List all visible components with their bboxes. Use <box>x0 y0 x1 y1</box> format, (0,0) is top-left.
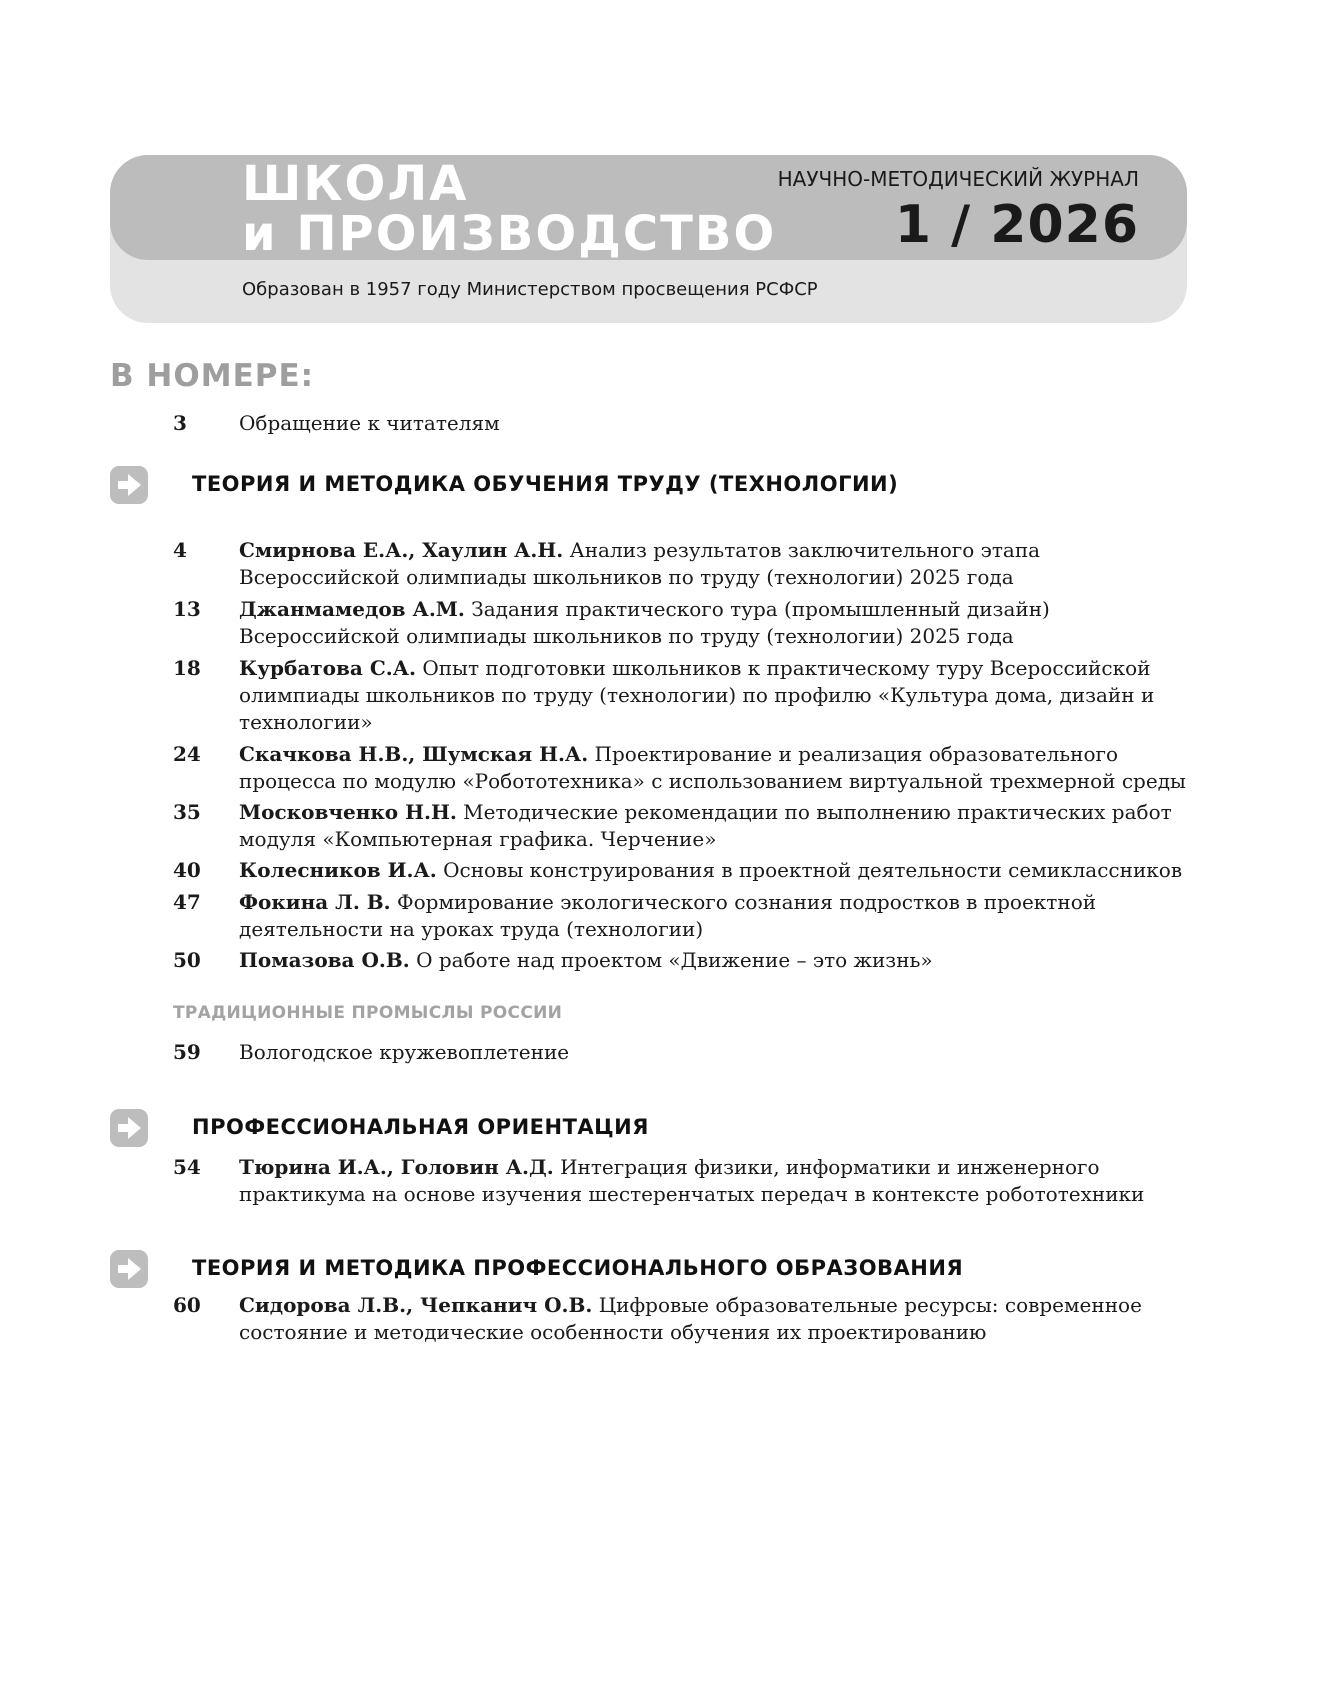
section-header <box>110 1250 1210 1290</box>
toc-authors: Тюрина И.А., Головин А.Д. <box>239 1155 554 1179</box>
toc-authors: Курбатова С.А. <box>239 656 416 680</box>
toc-page-number: 50 <box>173 948 201 972</box>
toc-entry-intro[interactable] <box>173 410 1193 437</box>
toc-article-title: Цифровые образовательные ресурсы: современное состояние и методические особенности обучения их проектированию <box>239 1293 1142 1344</box>
section-header <box>110 1109 1210 1149</box>
toc-article-title: Методические рекомендации по выполнению практических работ модуля «Компьютерная графика. Черчение» <box>239 800 1172 851</box>
toc-article-title: Формирование экологического сознания подростков в проектной деятельности на уроках труда (технологии) <box>239 890 1097 941</box>
toc-page-number: 47 <box>173 890 201 914</box>
toc-article-title: Интеграция физики, информатики и инженерного практикума на основе изучения шестеренчатых передач в контексте робототехники <box>239 1155 1145 1206</box>
toc-page-number: 3 <box>173 411 187 435</box>
journal-masthead <box>110 155 1187 323</box>
toc-article-title: Вологодское кружевоплетение <box>239 1040 570 1064</box>
subsection-title: ТРАДИЦИОННЫЕ ПРОМЫСЛЫ РОССИИ <box>173 1003 563 1023</box>
toc-authors: Помазова О.В. <box>239 948 410 972</box>
toc-page-number: 4 <box>173 538 187 562</box>
toc-entry[interactable] <box>173 1154 1193 1208</box>
toc-entry[interactable] <box>173 857 1193 884</box>
toc-page-number: 35 <box>173 800 201 824</box>
toc-authors: Сидорова Л.В., Чепканич О.В. <box>239 1293 593 1317</box>
toc-entry[interactable] <box>173 537 1193 591</box>
section-header <box>110 466 1210 506</box>
toc-entry-title: Обращение к читателям <box>239 411 500 435</box>
journal-title <box>242 156 777 262</box>
journal-title-line-2: и ПРОИЗВОДСТВО <box>242 206 777 262</box>
toc-entry[interactable] <box>173 1292 1193 1346</box>
toc-entry[interactable] <box>173 889 1193 943</box>
toc-authors: Фокина Л. В. <box>239 890 391 914</box>
toc-article-title: Проектирование и реализация образовательного процесса по модулю «Робототехника» с использованием виртуальной трехмерной среды <box>239 742 1186 793</box>
toc-entry[interactable] <box>173 947 1193 974</box>
journal-kind: НАУЧНО-МЕТОДИЧЕСКИЙ ЖУРНАЛ <box>777 167 1139 191</box>
toc-authors: Скачкова Н.В., Шумская Н.А. <box>239 742 589 766</box>
toc-authors: Колесников И.А. <box>239 858 437 882</box>
section-title: ТЕОРИЯ И МЕТОДИКА ПРОФЕССИОНАЛЬНОГО ОБРАЗОВАНИЯ <box>192 1256 964 1280</box>
toc-page-number: 18 <box>173 656 201 680</box>
toc-entry[interactable] <box>173 655 1193 736</box>
contents-heading: В НОМЕРЕ: <box>110 358 315 394</box>
arrow-right-icon <box>110 1109 148 1147</box>
toc-page-number: 59 <box>173 1040 201 1064</box>
toc-entry[interactable] <box>173 1039 1193 1066</box>
toc-entry[interactable] <box>173 799 1193 853</box>
toc-entry[interactable] <box>173 596 1193 650</box>
toc-page-number: 24 <box>173 742 201 766</box>
toc-article-title: Основы конструирования в проектной деятельности семиклассников <box>443 858 1183 882</box>
section-title: ПРОФЕССИОНАЛЬНАЯ ОРИЕНТАЦИЯ <box>192 1115 649 1139</box>
toc-page-number: 54 <box>173 1155 201 1179</box>
toc-article-title: О работе над проектом «Движение – это жизнь» <box>416 948 933 972</box>
journal-title-line-1: ШКОЛА <box>242 156 469 212</box>
toc-article-title: Задания практического тура (промышленный дизайн) Всероссийской олимпиады школьников по труду (технологии) 2025 года <box>239 597 1050 648</box>
toc-page-number: 40 <box>173 858 201 882</box>
toc-article-title: Анализ результатов заключительного этапа Всероссийской олимпиады школьников по труду (технологии) 2025 года <box>239 538 1041 589</box>
toc-page-number: 60 <box>173 1293 201 1317</box>
toc-authors: Смирнова Е.А., Хаулин А.Н. <box>239 538 564 562</box>
section-title: ТЕОРИЯ И МЕТОДИКА ОБУЧЕНИЯ ТРУДУ (ТЕХНОЛОГИИ) <box>192 472 899 496</box>
issue-number: 1 / 2026 <box>894 195 1139 255</box>
toc-authors: Московченко Н.Н. <box>239 800 457 824</box>
founded-note: Образован в 1957 году Министерством просвещения РСФСР <box>242 279 818 300</box>
toc-page-number: 13 <box>173 597 201 621</box>
toc-entry[interactable] <box>173 741 1193 795</box>
toc-article-title: Опыт подготовки школьников к практическому туру Всероссийской олимпиады школьников по труду (технологии) по профилю «Культура дома, дизайн и технологии» <box>239 656 1155 734</box>
arrow-right-icon <box>110 466 148 504</box>
toc-authors: Джанмамедов А.М. <box>239 597 465 621</box>
arrow-right-icon <box>110 1250 148 1288</box>
